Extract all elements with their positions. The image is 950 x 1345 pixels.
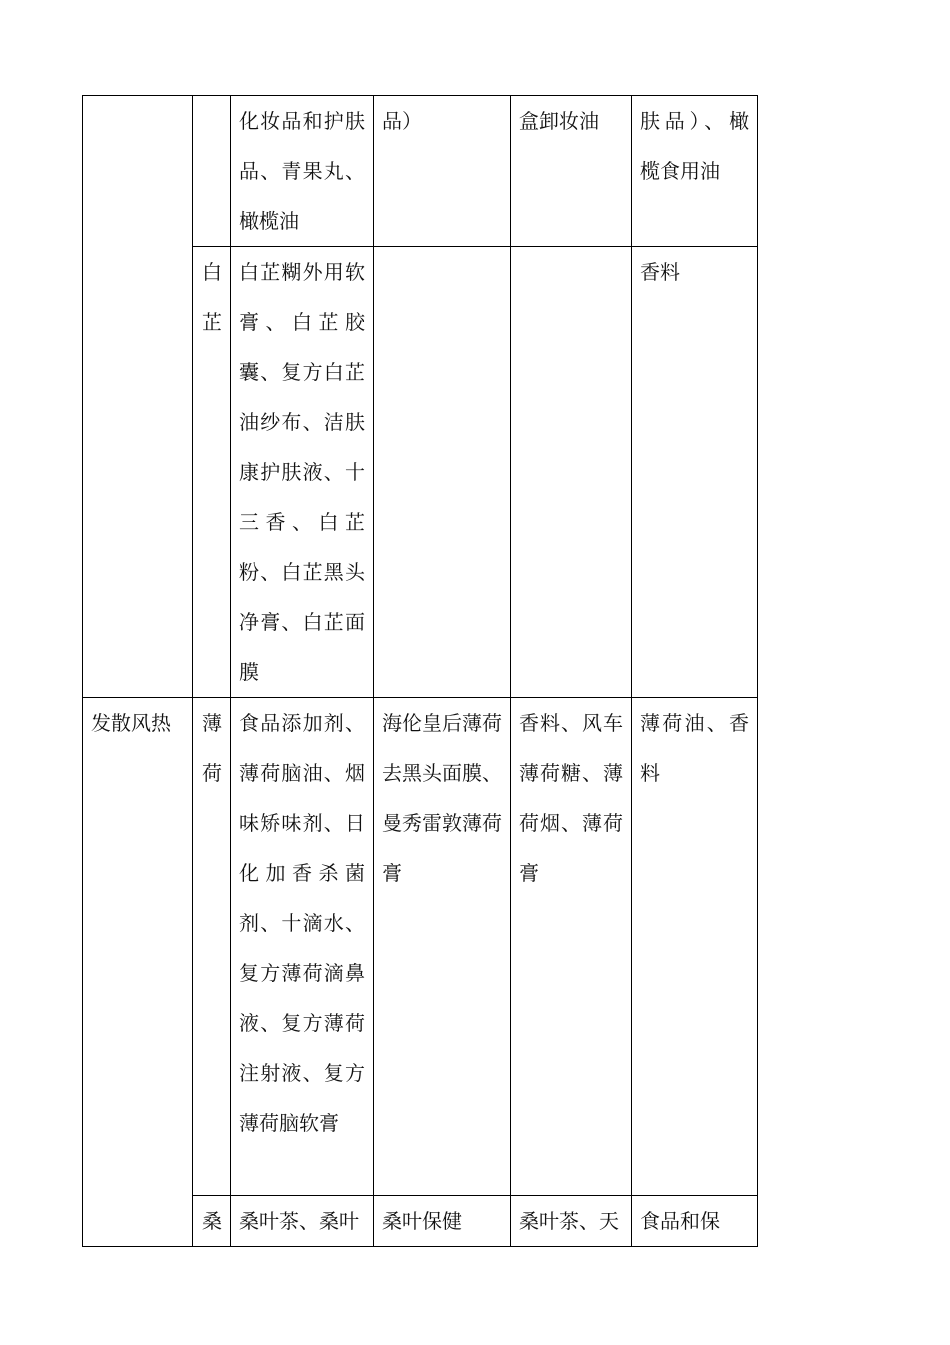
- cosmetic-text: 海伦皇后薄荷去黑头面膜、曼秀雷敦薄荷膏: [382, 711, 502, 885]
- daily-text: 盒卸妆油: [519, 109, 599, 133]
- herb-cell: [193, 247, 231, 698]
- daily-cell: [511, 1196, 632, 1247]
- herb-cell: [193, 698, 231, 1196]
- herb-cell: [193, 96, 231, 247]
- pharma-text: 化妆品和护肤品、青果丸、橄榄油: [239, 109, 365, 233]
- food-text: 薄荷油、香料: [640, 711, 749, 785]
- table-row: [83, 698, 758, 1196]
- daily-text: 香料、风车薄荷糖、薄荷烟、薄荷膏: [519, 711, 623, 885]
- pharma-cell: [231, 96, 374, 247]
- herb-text: 薄荷: [202, 711, 222, 785]
- pharma-text: 食品添加剂、薄荷脑油、烟味矫味剂、日化加香杀菌剂、十滴水、复方薄荷滴鼻液、复方薄荷注射液、复方薄荷脑软膏: [239, 711, 365, 1135]
- food-text: 香料: [640, 260, 680, 284]
- food-text: 食品和保: [640, 1209, 720, 1233]
- daily-cell: [511, 96, 632, 247]
- pharma-cell: [231, 247, 374, 698]
- daily-cell: [511, 698, 632, 1196]
- category-text: 发散风热: [91, 711, 171, 735]
- food-text: 肤品）、橄榄食用油: [640, 109, 749, 183]
- cosmetic-text: 桑叶保健: [382, 1209, 462, 1233]
- cosmetic-cell: [374, 247, 511, 698]
- herb-cell: [193, 1196, 231, 1247]
- herb-product-table: [82, 95, 758, 1247]
- daily-text: 桑叶茶、天: [519, 1209, 619, 1233]
- cosmetic-cell: [374, 96, 511, 247]
- cosmetic-cell: [374, 698, 511, 1196]
- cosmetic-text: 品）: [382, 109, 422, 133]
- food-cell: [632, 1196, 758, 1247]
- table-row: [83, 96, 758, 247]
- food-cell: [632, 247, 758, 698]
- pharma-text: 桑叶茶、桑叶: [239, 1209, 359, 1233]
- pharma-cell: [231, 1196, 374, 1247]
- food-cell: [632, 96, 758, 247]
- category-cell: [83, 96, 193, 698]
- pharma-cell: [231, 698, 374, 1196]
- pharma-text: 白芷糊外用软膏、白芷胶囊、复方白芷油纱布、洁肤康护肤液、十三香、白芷粉、白芷黑头净膏、白芷面膜: [239, 260, 365, 684]
- cosmetic-cell: [374, 1196, 511, 1247]
- herb-text: 桑: [202, 1209, 222, 1233]
- herb-text: 白芷: [202, 260, 222, 334]
- category-cell: [83, 698, 193, 1247]
- food-cell: [632, 698, 758, 1196]
- daily-cell: [511, 247, 632, 698]
